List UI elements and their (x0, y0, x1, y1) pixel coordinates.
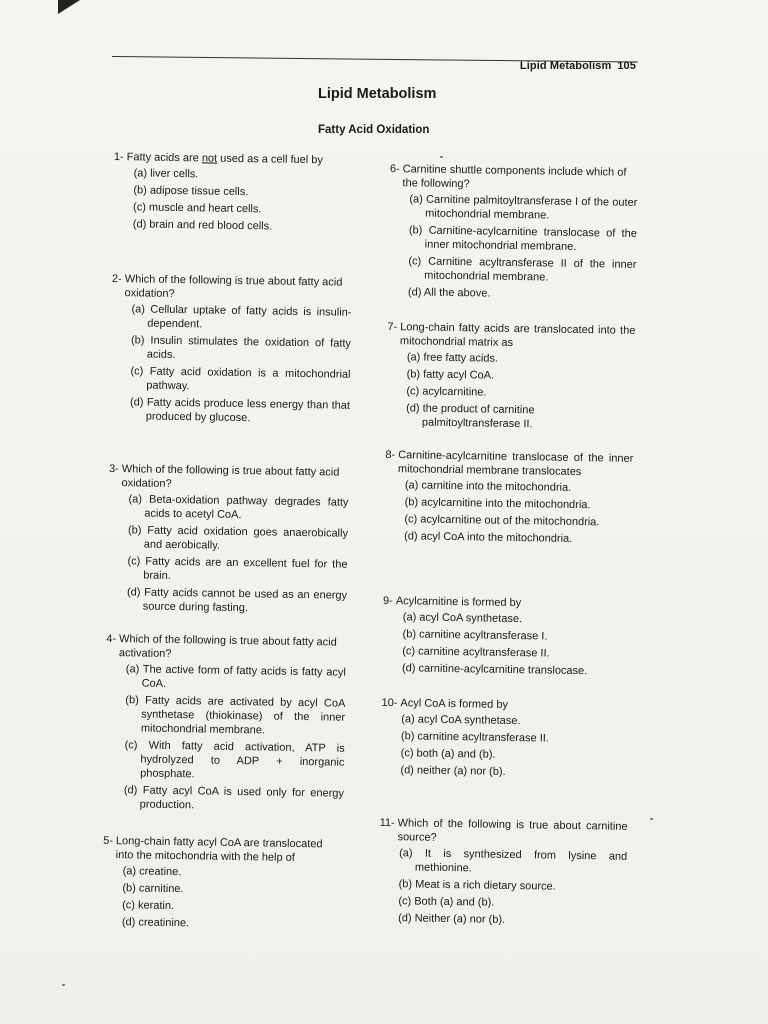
option: (a) carnitine into the mitochondria. (404, 479, 572, 494)
option-list (113, 166, 354, 235)
option-list (378, 846, 627, 929)
option: (c) With fatty acid activation, ATP is hydrolyzed to ADP + inorganic phosphate. (124, 739, 345, 781)
option: (d) Fatty acids produce less energy than that produced by glucose. (129, 396, 351, 425)
question-stem: Acylcarnitine is formed by (395, 595, 522, 610)
question-8 (384, 448, 634, 550)
question-stem (127, 150, 354, 168)
question-stem: Long-chain fatty acyl CoA are translocated into the mitochondria with the help of (115, 835, 323, 864)
option-list (384, 478, 633, 547)
option-list (102, 864, 343, 933)
question-stem: Carnitine shuttle components include which of the following? (402, 163, 627, 191)
option: (a) It is synthesized from lysine and methionine. (399, 847, 628, 875)
option: (b) carnitine acyltransferase II. (400, 730, 550, 745)
option: (a) Cellular uptake of fatty acids is insulin-dependent. (131, 303, 352, 331)
question-stem: Which of the following is true about fatty acid oxidation? (124, 273, 343, 300)
option: (a) The active form of fatty acids is fatty acyl CoA. (125, 663, 346, 690)
stem-emphasis: not (201, 152, 218, 165)
option: (c) muscle and heart cells. (133, 201, 262, 216)
option: (c) keratin. (122, 899, 175, 913)
option: (b) fatty acyl CoA. (406, 368, 495, 382)
option: (b) Fatty acids are activated by acyl CoA synthetase (thiokinase) of the inner mitochondrial membrane. (125, 694, 346, 737)
option: (d) acyl CoA into the mitochondria. (404, 530, 573, 545)
question-number: 10- (381, 696, 398, 710)
question-number: 9- (383, 594, 393, 608)
question-number: 2- (111, 272, 122, 286)
question-stem: Long-chain fatty acids are translocated into the mitochondrial matrix as (399, 321, 636, 349)
option: (a) liver cells. (133, 167, 199, 181)
option: (b) acylcarnitine into the mitochondria. (404, 496, 591, 512)
option: (c) carnitine acyltransferase II. (402, 645, 550, 660)
scan-speck (62, 984, 65, 986)
scan-speck (650, 818, 653, 820)
page-number: 105 (617, 60, 636, 72)
option: (c) both (a) and (b). (400, 747, 496, 761)
option: (b) Meat is a rich dietary source. (398, 878, 556, 893)
option: (d) neither (a) nor (b). (400, 764, 506, 778)
question-5 (102, 834, 344, 936)
option: (b) Carnitine-acylcarnitine translocase of the inner mitochondrial membrane. (408, 224, 637, 253)
scan-speck (440, 156, 443, 158)
option-list (386, 350, 635, 433)
question-number: 8- (385, 448, 396, 462)
option: (c) Both (a) and (b). (398, 895, 495, 909)
question-11 (378, 816, 628, 932)
scan-corner-mark (58, 0, 80, 14)
running-head (520, 60, 636, 72)
option: (c) acylcarnitine. (406, 385, 487, 399)
option: (d) carnitine-acylcarnitine translocase. (401, 662, 588, 678)
question-3 (107, 462, 349, 620)
option: (d) the product of carnitine palmitoyltransferase II. (406, 402, 535, 431)
question-1 (113, 150, 354, 238)
option-list (388, 192, 638, 303)
option: (a) free fatty acids. (406, 351, 499, 365)
option: (a) acyl CoA synthetase. (402, 611, 523, 626)
question-number: 1- (113, 150, 124, 164)
option-list (110, 302, 352, 427)
option-list (104, 662, 346, 815)
question-number: 4- (106, 632, 117, 646)
option: (d) Fatty acids cannot be used as an energy source during fasting. (126, 586, 348, 615)
question-stem: Which of the following is true about fatty acid activation? (118, 633, 337, 660)
question-9 (382, 594, 631, 682)
running-title: Lipid Metabolism (519, 60, 612, 72)
option: (d) creatinine. (121, 916, 190, 930)
question-number: 11- (379, 816, 395, 830)
option: (c) Carnitine acyltransferase II of the inner mitochondrial membrane. (408, 255, 637, 284)
option-list (380, 712, 629, 781)
chapter-title: Lipid Metabolism (318, 86, 437, 102)
option: (b) adipose tissue cells. (133, 184, 249, 199)
option-list (382, 610, 631, 679)
option: (b) Fatty acid oxidation goes anaerobically and aerobically. (127, 524, 349, 552)
option: (d) Neither (a) nor (b). (398, 912, 506, 926)
option: (b) carnitine acyltransferase I. (402, 628, 548, 643)
stem-part: used as a cell fuel by (217, 152, 324, 167)
question-stem: Acyl CoA is formed by (400, 697, 509, 711)
stem-part: Fatty acids are (126, 151, 202, 165)
option: (a) Carnitine palmitoyltransferase I of the outer mitochondrial membrane. (409, 193, 638, 222)
question-6 (388, 162, 638, 306)
right-column (379, 162, 638, 926)
question-7 (386, 320, 636, 436)
question-number: 7- (387, 320, 398, 334)
section-title: Fatty Acid Oxidation (318, 124, 430, 136)
question-number: 6- (389, 162, 400, 176)
question-stem: Carnitine-acylcarnitine translocase of the inner mitochondrial membrane translocates (397, 449, 634, 479)
option: (d) Fatty acyl CoA is used only for energy production. (123, 784, 345, 812)
left-column (103, 150, 354, 930)
option: (a) acyl CoA synthetase. (401, 713, 521, 728)
question-stem: Which of the following is true about carnitine source? (397, 817, 628, 844)
option: (a) Beta-oxidation pathway degrades fatty acids to acetyl CoA. (128, 493, 349, 522)
question-2 (110, 272, 352, 430)
question-number: 3- (108, 462, 119, 476)
option: (b) carnitine. (122, 882, 184, 896)
option: (d) All the above. (407, 286, 491, 300)
option: (a) creatine. (122, 865, 182, 879)
option: (d) brain and red blood cells. (132, 218, 273, 233)
question-10 (380, 696, 629, 784)
question-stem: Which of the following is true about fatty acid oxidation? (121, 463, 340, 490)
option: (b) Insulin stimulates the oxidation of fatty acids. (130, 334, 352, 361)
option: (c) acylcarnitine out of the mitochondria. (404, 513, 600, 529)
option: (c) Fatty acid oxidation is a mitochondrial pathway. (130, 365, 351, 393)
question-number: 5- (103, 834, 114, 848)
question-4 (104, 632, 347, 818)
option: (c) Fatty acids are an excellent fuel for the brain. (127, 555, 348, 582)
option-list (107, 492, 349, 617)
